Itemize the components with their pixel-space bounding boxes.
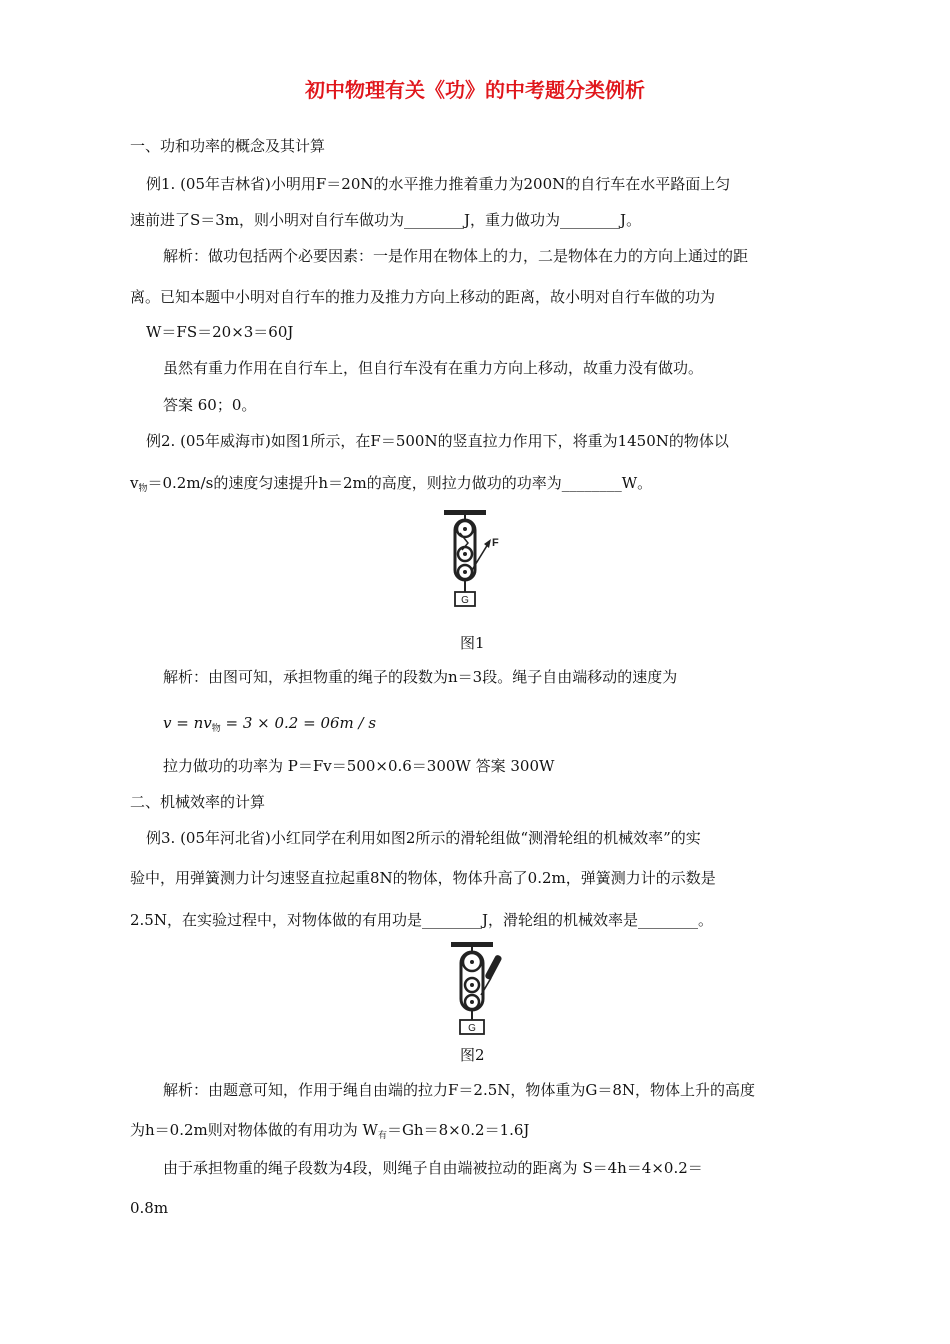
example-1-answer: 答案 60；0。	[163, 396, 257, 414]
figure-2-caption: 图2	[460, 1046, 485, 1064]
figure-1-force-label: F	[492, 537, 499, 549]
example-1-analysis-3: 虽然有重力作用在自行车上，但自行车没有在重力方向上移动，故重力没有做功。	[163, 359, 704, 377]
example-1-line-2: 速前进了S＝3m，则小明对自行车做功为________J，重力做功为________J。	[130, 211, 642, 229]
example-3-analysis-3: 由于承担物重的绳子段数为4段，则绳子自由端被拉动的距离为 S＝4h＝4×0.2＝	[163, 1159, 703, 1177]
example-1-analysis-2: 离。已知本题中小明对自行车的推力及推力方向上移动的距离，故小明对自行车做的功为	[130, 288, 716, 306]
example-3-analysis-2: 为h＝0.2m则对物体做的有用功为 $W_有=Gh=8\times 0.2=1.6J$	[130, 1121, 530, 1141]
section-heading-1: 一、功和功率的概念及其计算	[130, 137, 326, 155]
example-3-line-1: 例3. (05年河北省)小红同学在利用如图2所示的滑轮组做“测滑轮组的机械效率”的实	[146, 829, 701, 847]
example-1-analysis-1: 解析：做功包括两个必要因素：一是作用在物体上的力，二是物体在力的方向上通过的距	[163, 247, 749, 265]
example-3-line-2: 验中，用弹簧测力计匀速竖直拉起重8N的物体，物体升高了0.2m，弹簧测力计的示数是	[130, 869, 716, 887]
example-1-line-1: 例1. (05年吉林省)小明用F＝20N的水平推力推着重力为200N的自行车在水平路面上匀	[146, 175, 731, 193]
figure-2-weight-label: G	[468, 1023, 476, 1034]
figure-1-caption: 图1	[460, 634, 485, 652]
example-2-line-2: $v_物=0.2m/s$的速度匀速提升h＝2m的高度，则拉力做功的功率为________W。	[130, 474, 653, 494]
example-2-math-formula: $v = nv_物 = 3 \times 0.2 = 06m / s$	[163, 714, 377, 734]
example-3-analysis-1: 解析：由题意可知，作用于绳自由端的拉力F＝2.5N，物体重为G＝8N，物体上升的高度	[163, 1081, 756, 1099]
example-2-line-1: 例2. (05年威海市)如图1所示，在F＝500N的竖直拉力作用下，将重为1450N的物体以	[146, 432, 729, 450]
figure-1-pulley-diagram	[438, 508, 508, 608]
figure-1-weight-label: G	[461, 595, 469, 606]
section-heading-2: 二、机械效率的计算	[130, 793, 266, 811]
example-3-line-3: 2.5N，在实验过程中，对物体做的有用功是________J，滑轮组的机械效率是________。	[130, 911, 713, 929]
example-3-analysis-4: 0.8m	[130, 1199, 169, 1217]
figure-2-pulley-diagram	[445, 940, 515, 1035]
page-title: 初中物理有关《功》的中考题分类例析	[305, 78, 645, 102]
example-1-formula: W＝FS＝20×3＝60J	[146, 323, 294, 341]
example-2-analysis-1: 解析：由图可知，承担物重的绳子的段数为n＝3段。绳子自由端移动的速度为	[163, 668, 678, 686]
example-2-power: 拉力做功的功率为 P＝Fv＝500×0.6＝300W 答案 300W	[163, 757, 555, 775]
